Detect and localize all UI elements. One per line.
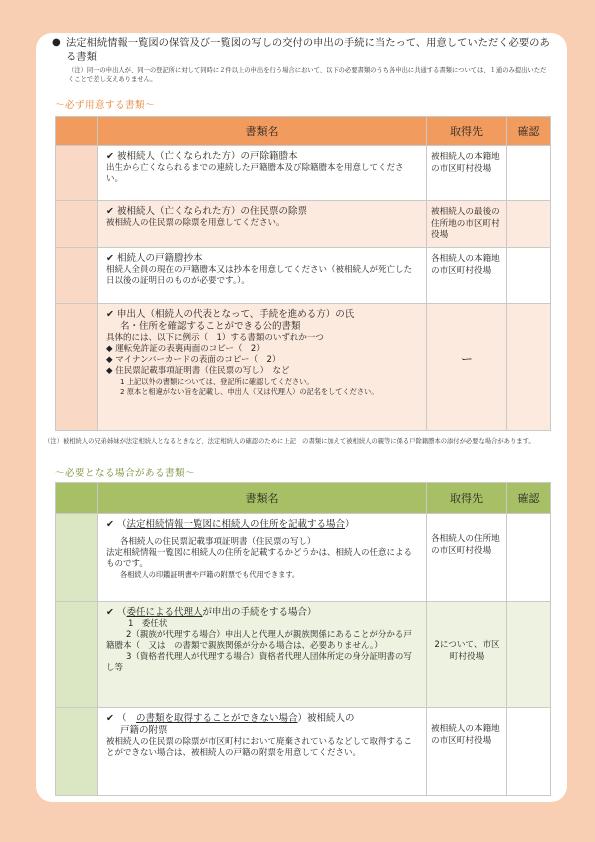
row-sub: 戸籍の附票: [120, 725, 168, 736]
header-check: 確認: [507, 117, 551, 146]
header-blank: [56, 483, 98, 514]
section2-title: 〜必要となる場合がある書類〜: [55, 468, 196, 479]
check-cell[interactable]: [507, 304, 551, 431]
row-title-a: 申出人（相続人の代表となって、手続を進める方）の氏: [117, 309, 355, 320]
checkmark-icon: ✔: [106, 519, 114, 530]
checkmark-icon: ✔: [106, 607, 114, 618]
row-note: 1 上記以外の書類については、登記所に確認してください。: [120, 377, 314, 386]
bullet-icon: ●: [52, 37, 61, 48]
header-name: 書類名: [98, 483, 427, 514]
table-row: [56, 304, 551, 431]
row-sub: 各相続人の住民票記載事項証明書（住民票の写し）: [120, 537, 316, 547]
checkmark-icon: ✔: [106, 206, 114, 217]
intro-main: [52, 36, 552, 64]
row-title: 被相続人（亡くなられた方）の住民票の除票: [117, 206, 308, 217]
row-source: 被相続人の本籍地の市区町村役場: [427, 708, 507, 796]
list-item: 2（親族が代理する場合）申出人と代理人が親族関係にあることが分かる戸籍謄本（ 又は の書類で親族関係が分かる場合は、必要ありません。）: [106, 630, 412, 651]
row-title-underlined: 法定相続情報一覧図に相続人の住所を記載する場合: [126, 519, 346, 530]
row-body: 出生から亡くなられるまでの連続した戸籍謄本及び除籍謄本を用意してください。: [106, 163, 404, 184]
check-cell[interactable]: [507, 602, 551, 708]
row-small: 各相続人の印鑑証明書や戸籍の附票でも代用できます。: [120, 570, 300, 579]
row-body: 法定相続情報一覧図に相続人の住所を記載するかどうかは、相続人の任意によるものです。: [106, 548, 413, 569]
intro-note: （注）同一の申出人が、同一の登記所に対して同時に２件以上の申出を行う場合において、以下の必要書類のうち各申出に共通する書類については、１通のみ提出いただくことで差し支えありません。: [68, 67, 547, 83]
table-row: [56, 201, 551, 248]
row-source: 2について、市区町村役場: [427, 602, 507, 708]
required-documents-table: [55, 116, 551, 431]
row-body: 相続人全員の現在の戸籍謄本又は抄本を用意してください（被相続人が死亡した日以後の証明日のものが必要です。）。: [106, 265, 413, 286]
check-cell[interactable]: [507, 514, 551, 602]
list-item: 3（資格者代理人が代理する場合）資格者代理人団体所定の身分証明書の写し等: [106, 652, 412, 673]
table-row: ✔ （法定相続情報一覧図に相続人の住所を記載する場合） 各相続人の住民票記載事項証明書（住民票の写し） 法定相続情報一覧図に相続人の住所を記載するかどうかは、相続人の任意によるものです。 各相続人の印鑑証明書や戸籍の附票でも代用できます。 各相続人の住所地の市区町村役場: [56, 514, 551, 602]
row-body: 被相続人の住民票の除票が市区町村において廃棄されているなどして取得することができない場合は、被相続人の戸籍の附票を用意してください。: [106, 737, 413, 758]
check-cell[interactable]: [507, 248, 551, 304]
list-item: ◆ 運転免許証の表裏両面のコピー（ 2）: [106, 344, 265, 354]
row-body: 被相続人の住民票の除票を用意してください。: [106, 218, 285, 228]
list-item: 1 委任状: [128, 619, 168, 629]
row-source: 被相続人の最後の住所地の市区町村役場: [427, 201, 507, 248]
row-title-underlined: の書類を取得することができない場合: [136, 713, 298, 724]
table-row: [56, 248, 551, 304]
header-name: 書類名: [98, 117, 427, 146]
row-source: 各相続人の本籍地の市区町村役場: [427, 248, 507, 304]
header-blank: [56, 117, 98, 146]
row-source: 被相続人の本籍地の市区町村役場: [427, 146, 507, 201]
row-title: 相続人の戸籍謄抄本: [117, 253, 203, 264]
list-item: ◆ マイナンバーカードの表面のコピー（ 2）: [106, 355, 281, 365]
header-check: 確認: [507, 483, 551, 514]
row-note: 2 原本と相違がない旨を記載し、申出人（又は代理人）の記名をしてください。: [120, 386, 379, 396]
checkmark-icon: ✔: [106, 309, 114, 320]
table-row: ✔ （ の書類を取得することができない場合）被相続人の 戸籍の附票 被相続人の住民票の除票が市区町村において廃棄されているなどして取得することができない場合は、被相続人の戸籍の附票を用意してください。 被相続人の本籍地の市区町村役場: [56, 708, 551, 796]
row-source: ー: [427, 304, 507, 431]
row-source: 各相続人の住所地の市区町村役場: [427, 514, 507, 602]
header-source: 取得先: [427, 117, 507, 146]
intro-main-text: 法定相続情報一覧図の保管及び一覧図の写しの交付の申出の手続に当たって、用意していただく必要のある書類: [66, 37, 550, 63]
checkmark-icon: ✔: [106, 151, 114, 162]
check-cell[interactable]: [507, 146, 551, 201]
row-title-underlined: 委任による代理人: [126, 607, 203, 618]
table-header: [56, 483, 551, 514]
section1-footnote: （注）被相続人の兄弟姉妹が法定相続人となるときなど、法定相続人の確認のために上記 の書類に加えて被相続人の親等に係る戸除籍謄本の添付が必要な場合があります。: [44, 438, 535, 445]
list-item: ◆ 住民票記載事項証明書（住民票の写し） など: [106, 366, 290, 376]
row-lead: 具体的には、以下に例示（ 1）する書類のいずれか一つ: [106, 333, 324, 343]
section1-title: 〜必ず用意する書類〜: [55, 100, 156, 111]
header-source: 取得先: [427, 483, 507, 514]
checkmark-icon: ✔: [106, 253, 114, 264]
check-cell[interactable]: [507, 201, 551, 248]
table-header: [56, 117, 551, 146]
table-row: ✔ （委任による代理人が申出の手続をする場合） 1 委任状 2（親族が代理する場合）申出人と代理人が親族関係にあることが分かる戸籍謄本（ 又は の書類で親族関係が分かる場合は、必要ありません。） 3（資格者代理人が代理する場合）資格者代理人団体所定の身分証明書の写し等 2について、市区町村役場: [56, 602, 551, 708]
check-cell[interactable]: [507, 708, 551, 796]
row-title-b: 名・住所を確認することができる公的書類: [120, 321, 301, 332]
optional-documents-table: [55, 482, 551, 796]
checkmark-icon: ✔: [106, 713, 114, 724]
table-row: [56, 146, 551, 201]
row-title: 被相続人（亡くなられた方）の戸除籍謄本: [117, 151, 298, 162]
intro: [52, 36, 552, 84]
